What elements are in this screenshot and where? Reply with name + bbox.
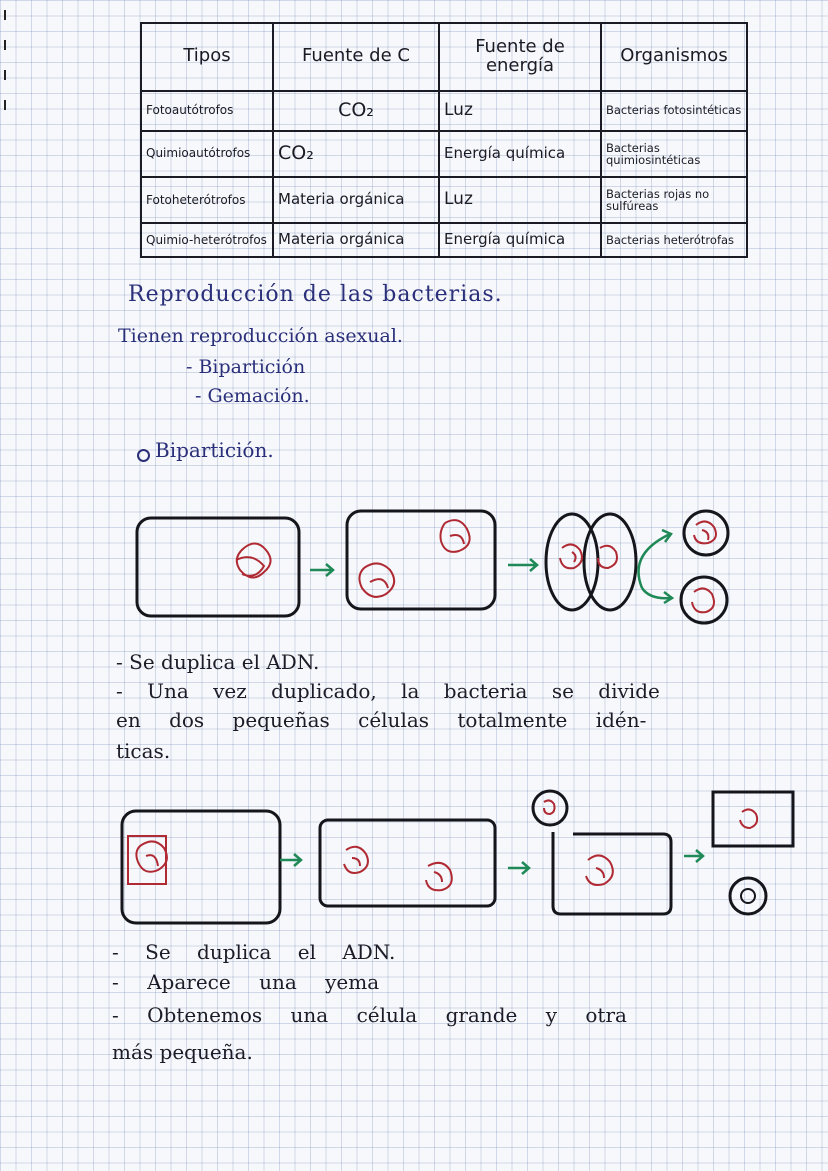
bud-cell: [730, 878, 766, 914]
note-line: ticas.: [116, 739, 171, 763]
daughter-cell: [713, 792, 793, 846]
type-item: - Bipartición: [186, 356, 306, 378]
dna-icon: [741, 889, 755, 903]
table-header: Tipos: [141, 23, 273, 91]
bacterium-cell-dividing: [320, 820, 495, 906]
note-line: - Aparece una yema: [112, 970, 380, 994]
arrow-icon: [684, 850, 703, 862]
dna-icon: [136, 841, 167, 871]
dna-icon: [344, 847, 368, 873]
table-header: Fuente de energía: [439, 23, 601, 91]
arrow-icon: [280, 854, 301, 866]
table-header: Fuente de C: [273, 23, 439, 91]
note-line: en dos pequeñas células totalmente idén-: [116, 708, 647, 732]
dna-icon: [544, 800, 555, 814]
table-cell: Materia orgánica: [273, 223, 439, 257]
table-cell: Bacterias fotosintéticas: [601, 91, 747, 131]
bacterium-cell: [122, 811, 280, 923]
table-cell: Luz: [439, 177, 601, 223]
table-cell: Fotoautótrofos: [141, 91, 273, 131]
note-line: - Se duplica el ADN.: [116, 650, 320, 674]
table-cell: CO₂: [273, 131, 439, 177]
table-cell: Quimioautótrofos: [141, 131, 273, 177]
table-cell: Materia orgánica: [273, 177, 439, 223]
table-cell: CO₂: [273, 91, 439, 131]
table-cell: Bacterias quimiosintéticas: [601, 131, 747, 177]
intro-text: Tienen reproducción asexual.: [118, 325, 403, 347]
table-cell: Bacterias heterótrofas: [601, 223, 747, 257]
arrow-icon: [508, 862, 529, 874]
type-item: - Gemación.: [195, 385, 310, 407]
section-title: Reproducción de las bacterias.: [128, 282, 503, 307]
subsection-title: Bipartición.: [155, 438, 274, 462]
table-cell: Quimio-heterótrofos: [141, 223, 273, 257]
note-line: - Se duplica el ADN.: [112, 940, 396, 964]
table-cell: Energía química: [439, 223, 601, 257]
table-cell: Energía química: [439, 131, 601, 177]
table-cell: Fotoheterótrofos: [141, 177, 273, 223]
dna-icon: [586, 855, 613, 885]
dna-icon: [426, 863, 452, 890]
table-header: Organismos: [601, 23, 747, 91]
dna-icon: [740, 809, 757, 828]
table-cell: Luz: [439, 91, 601, 131]
table-cell: Bacterias rojas no sulfúreas: [601, 177, 747, 223]
note-line: - Obtenemos una célula grande y otra: [112, 1003, 627, 1027]
bud: [533, 791, 567, 825]
note-line: - Una vez duplicado, la bacteria se divide: [116, 679, 660, 703]
note-line: más pequeña.: [112, 1040, 253, 1064]
